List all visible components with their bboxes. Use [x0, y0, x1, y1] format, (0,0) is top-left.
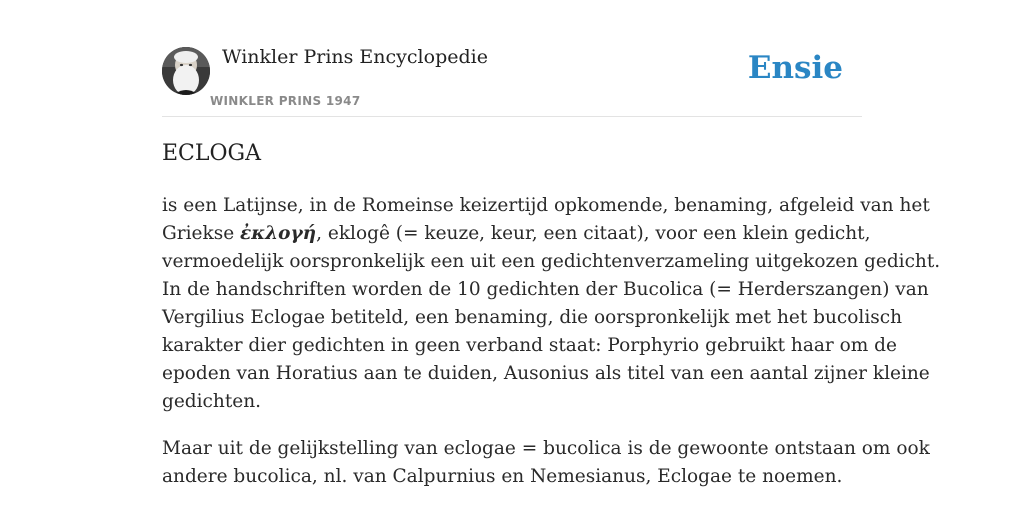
ensie-logo-link[interactable]: Ensie	[747, 50, 843, 86]
text-line: Maar uit de gelijkstelling van eclogae = bucolica is de gewoonte ontstaan om ook	[162, 438, 930, 459]
text-line: is een Latijnse, in de Romeinse keizertijd opkomende, benaming, afgeleid van het	[162, 195, 930, 216]
text-line: vermoedelijk oorspronkelijk een uit een gedichtenverzameling uitgekozen gedicht.	[162, 251, 941, 272]
edition-label: WINKLER PRINS 1947	[210, 94, 361, 108]
greek-term: ἐκλογή	[240, 223, 317, 244]
text-line: Vergilius Eclogae betiteld, een benaming, die oorspronkelijk met het bucolisch	[162, 307, 903, 328]
text-fragment: Griekse	[162, 223, 241, 244]
entry-headword: ECLOGA	[162, 141, 261, 166]
text-line	[162, 220, 871, 248]
entry-body	[162, 192, 941, 510]
text-line: In de handschriften worden de 10 gedichten der Bucolica (= Herderszangen) van	[162, 279, 929, 300]
entry-paragraph	[162, 192, 941, 416]
text-line: epoden van Horatius aan te duiden, Ausonius als titel van een aantal zijner kleine	[162, 363, 930, 384]
text-line: andere bucolica, nl. van Calpurnius en Nemesianus, Eclogae te noemen.	[162, 466, 843, 487]
text-line: karakter dier gedichten in geen verband staat: Porphyrio gebruikt haar om de	[162, 335, 897, 356]
avatar[interactable]	[162, 47, 210, 95]
site-title[interactable]: Winkler Prins Encyclopedie	[222, 46, 488, 68]
bearded-man-portrait-icon	[162, 47, 210, 95]
text-fragment: , eklogê (= keuze, keur, een citaat), voor een klein gedicht,	[316, 223, 871, 244]
entry-paragraph	[162, 435, 930, 491]
text-line: gedichten.	[162, 391, 262, 412]
site-header	[162, 0, 862, 117]
